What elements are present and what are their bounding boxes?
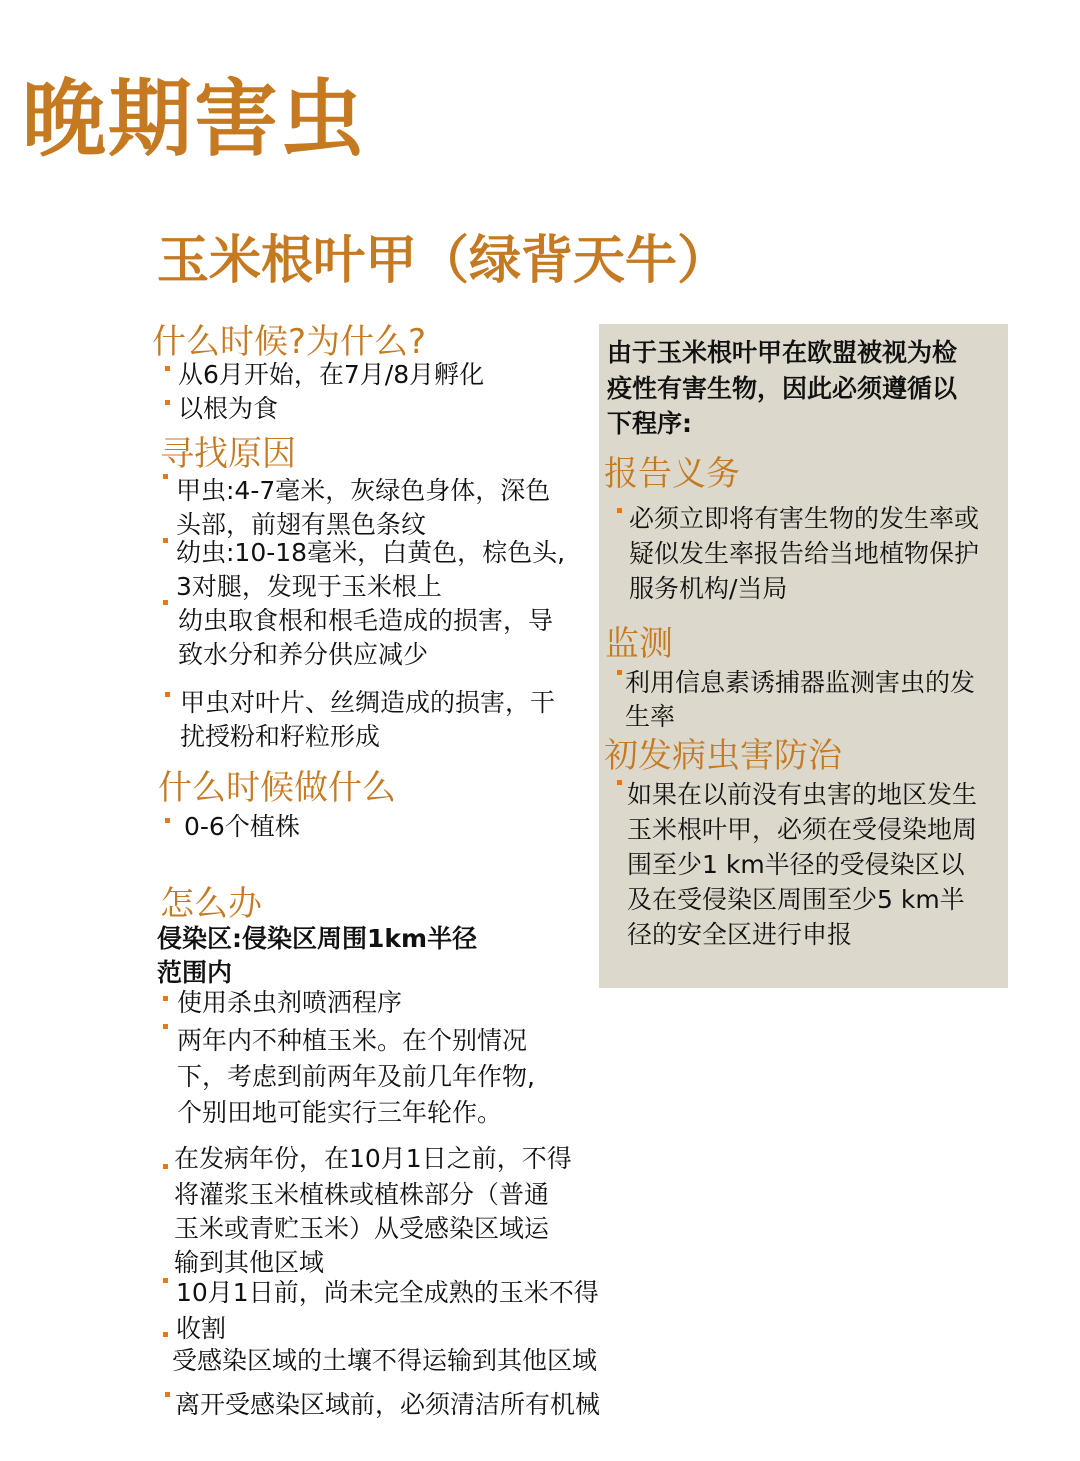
what-to-do-item-line: 下，考虑到前两年及前几年作物,	[177, 1062, 535, 1091]
bullet-icon	[163, 538, 168, 543]
when-why-item: 以根为食	[178, 394, 279, 423]
what-to-do-item-line: 在发病年份，在10月1日之前，不得	[174, 1144, 572, 1173]
bullet-icon	[163, 600, 168, 605]
report-item-line: 必须立即将有害生物的发生率或	[629, 504, 980, 533]
bullet-icon	[617, 508, 622, 513]
find-cause-item-line: 甲虫对叶片、丝绸造成的损害，干	[180, 688, 556, 717]
monitoring-heading: 监测	[605, 624, 673, 664]
what-to-do-item-line: 将灌浆玉米植株或植株部分（普通	[174, 1180, 550, 1209]
when-why-heading: 什么时候?为什么?	[152, 322, 427, 362]
initial-control-item-line: 径的安全区进行申报	[627, 920, 853, 949]
initial-control-item-line: 玉米根叶甲，必须在受侵染地周	[627, 815, 978, 844]
when-what-heading: 什么时候做什么	[158, 768, 396, 808]
bullet-icon	[165, 818, 170, 823]
what-to-do-heading: 怎么办	[160, 884, 262, 924]
bullet-icon	[163, 1024, 168, 1029]
bullet-icon	[163, 1278, 168, 1283]
page-title: 晚期害虫	[22, 70, 367, 168]
quarantine-intro-line: 下程序:	[607, 409, 692, 438]
bullet-icon	[165, 1392, 170, 1397]
initial-control-heading: 初发病虫害防治	[604, 736, 842, 776]
pest-name-heading: 玉米根叶甲（绿背天牛）	[157, 231, 730, 291]
infestation-zone-intro: 范围内	[157, 958, 233, 987]
bullet-icon	[163, 474, 168, 479]
what-to-do-item-line: 离开受感染区域前，必须清洁所有机械	[175, 1390, 601, 1419]
find-cause-item-line: 3对腿，发现于玉米根上	[176, 572, 442, 601]
find-cause-heading: 寻找原因	[160, 434, 296, 474]
bullet-icon	[165, 366, 170, 371]
bullet-icon	[165, 692, 170, 697]
monitoring-item-line: 生率	[625, 702, 676, 731]
what-to-do-item-line: 受感染区域的土壤不得运输到其他区域	[172, 1346, 598, 1375]
find-cause-item-line: 致水分和养分供应减少	[178, 640, 429, 669]
quarantine-intro-line: 由于玉米根叶甲在欧盟被视为检	[607, 338, 958, 367]
when-why-item: 从6月开始，在7月/8月孵化	[178, 360, 485, 389]
quarantine-intro-line: 疫性有害生物，因此必须遵循以	[607, 374, 958, 403]
what-to-do-item-line: 10月1日前，尚未完全成熟的玉米不得	[176, 1278, 599, 1307]
report-obligation-heading: 报告义务	[604, 454, 740, 494]
bullet-icon	[617, 780, 622, 785]
when-what-item: 0-6个植株	[184, 812, 300, 841]
bullet-icon	[163, 1332, 168, 1337]
bullet-icon	[163, 1164, 168, 1169]
what-to-do-item-line: 收割	[176, 1314, 227, 1343]
find-cause-item-line: 幼虫取食根和根毛造成的损害，导	[178, 606, 554, 635]
report-item-line: 疑似发生率报告给当地植物保护	[629, 539, 980, 568]
initial-control-item-line: 如果在以前没有虫害的地区发生	[627, 780, 978, 809]
infestation-zone-intro: 侵染区:侵染区周围1km半径	[157, 924, 478, 953]
find-cause-item-line: 幼虫:10-18毫米，白黄色，棕色头,	[176, 538, 566, 567]
what-to-do-item-line: 输到其他区域	[174, 1248, 325, 1277]
monitoring-item-line: 利用信息素诱捕器监测害虫的发	[625, 668, 976, 697]
bullet-icon	[165, 400, 170, 405]
bullet-icon	[163, 996, 168, 1001]
initial-control-item-line: 围至少1 km半径的受侵染区以	[627, 850, 965, 879]
bullet-icon	[617, 670, 622, 675]
find-cause-item-line: 头部，前翅有黑色条纹	[176, 510, 427, 539]
find-cause-item-line: 甲虫:4-7毫米，灰绿色身体，深色	[176, 476, 551, 505]
find-cause-item-line: 扰授粉和籽粒形成	[180, 722, 381, 751]
report-item-line: 服务机构/当局	[629, 574, 788, 603]
what-to-do-item-line: 使用杀虫剂喷洒程序	[177, 988, 403, 1017]
initial-control-item-line: 及在受侵染区周围至少5 km半	[627, 885, 965, 914]
what-to-do-item-line: 个别田地可能实行三年轮作。	[177, 1098, 503, 1127]
what-to-do-item-line: 两年内不种植玉米。在个别情况	[177, 1026, 528, 1055]
what-to-do-item-line: 玉米或青贮玉米）从受感染区域运	[174, 1214, 550, 1243]
